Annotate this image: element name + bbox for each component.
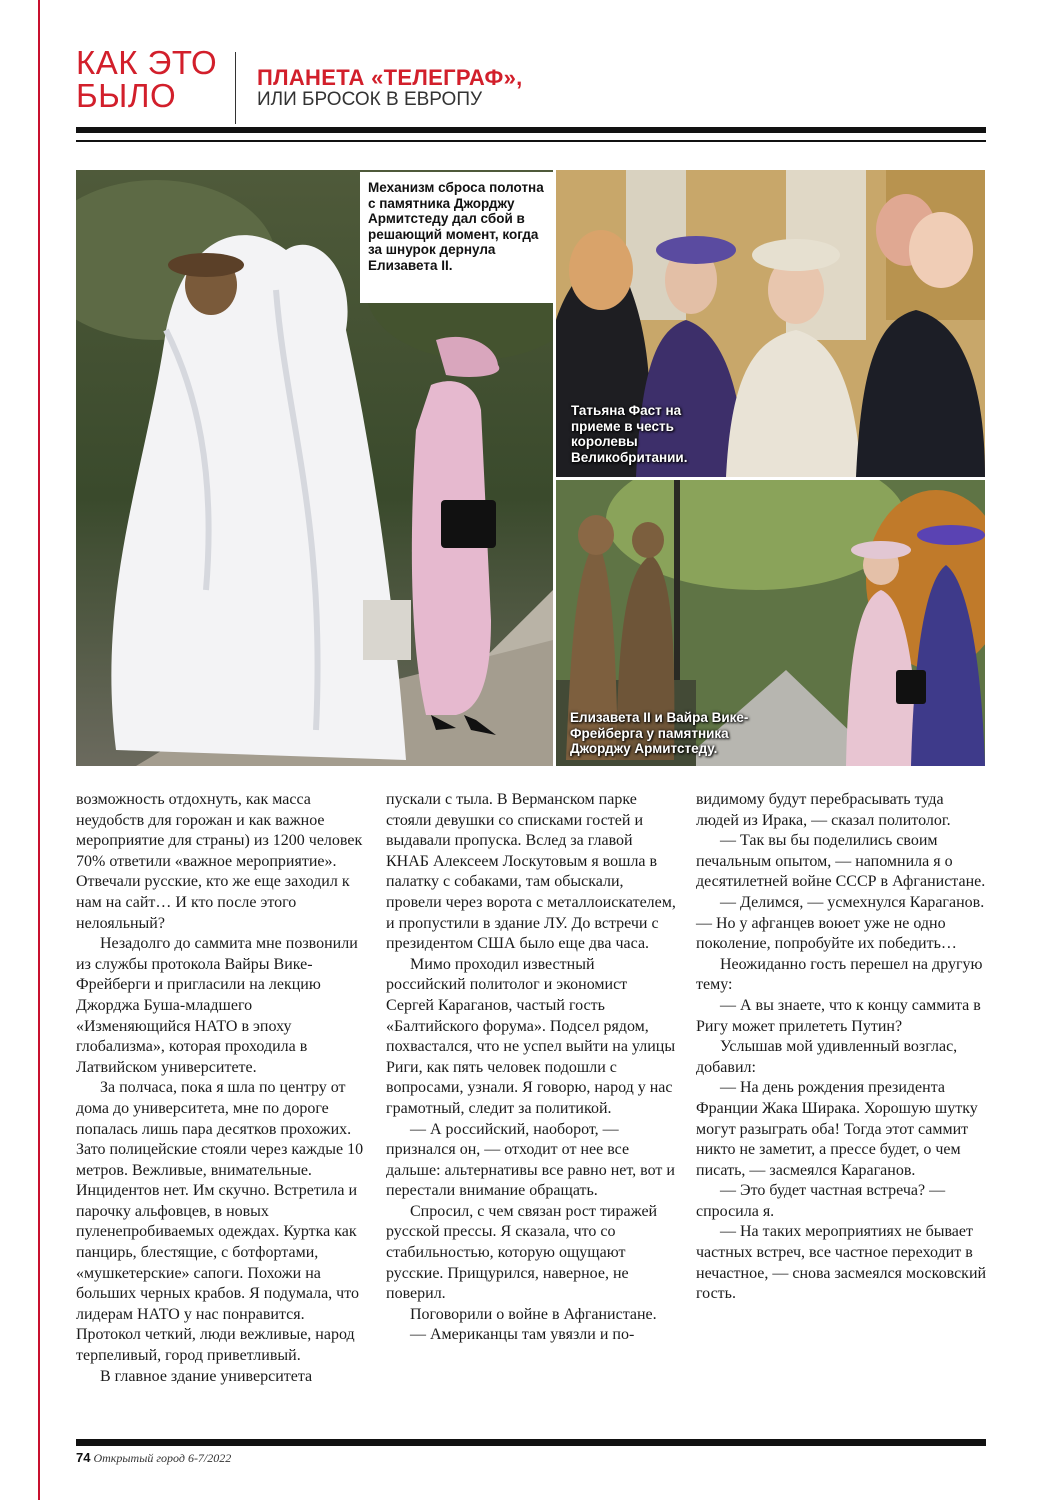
section-label-line1: КАК ЭТО [76,44,218,81]
paragraph: Поговорили о войне в Афганистане. [410,1305,657,1323]
paragraph: возможность отдохнуть, как масса неудобств для горожан и как важное мероприятие для страны) из 1200 человек 70% ответили «важное мероприятие». Отвечали русские, кто же еще заходил к нам на сайт… И кто после этого нелояльный? [76,791,363,932]
margin-accent-rule [38,0,40,1500]
paragraph: Неожиданно гость перешел на другую тему: [696,955,983,994]
magazine-name: Открытый город [93,1451,185,1465]
header-rule-thick [76,127,986,133]
footer-rule [76,1439,986,1446]
article-column-1 [76,790,368,1387]
paragraph: видимому будут перебрасывать туда людей из Ирака, — сказал политолог. [696,791,951,829]
paragraph: Незадолго до саммита мне позвонили из службы протокола Вайры Вике-Фрейберги и пригласили на лекцию Джорджа Буша-младшего «Изменяющийся НАТО в эпоху глобализма», которая проходила в Латвийском университете. [76,935,358,1076]
section-label-line2: БЫЛО [76,77,177,114]
paragraph: пускали с тыла. В Верманском парке стояли девушки со списками гостей и выдавали пропуска. Вслед за главой КНАБ Алексеем Лоскутовым я вошла в палатку с собаками, там обыскали, провели через ворота с металлоискателем, и пропустили в здание ЛУ. До встречи с президентом США было еще два часа. [386,791,676,953]
photo-caption-unveiling: Механизм сброса полотна с памятника Джорджу Армитстеду дал сбой в решающий момент, когда за шнурок дернула Елизавета II. [368,180,544,273]
section-label [76,46,226,112]
page-footer [76,1450,231,1466]
paragraph: За полчаса, пока я шла по центру от дома до университета, мне по дороге попалась лишь пара десятков прохожих. Зато полицейские стояли через каждые 10 метров. Вежливые, внимательные. Инцидентов нет. Им скучно. Встретила и парочку альфовцев, в новых пуленепробиваемых одеждах. Куртка как панцирь, блестящие, с ботфортами, «мушкетерские» сапоги. Похожи на больших черных крабов. Я подумала, что лидерам НАТО у нас понравится. Протокол четкий, люди вежливые, народ терпеливый, город приветливый. [76,1079,364,1365]
headline-line1: ПЛАНЕТА «ТЕЛЕГРАФ», [257,65,523,90]
paragraph: — А вы знаете, что к концу саммита в Ригу может прилететь Путин? [696,996,981,1035]
article-column-2 [386,790,678,1346]
paragraph: — На день рождения президента Франции Жака Ширака. Хорошую шутку могут разыграть оба! Тогда этот саммит никто не заметит, а прессе будет, о чем писать, — засмеялся Караганов. [696,1079,978,1179]
paragraph: Спросил, с чем связан рост тиражей русской прессы. Я сказала, что со стабильностью, которую ощущают русские. Прищурился, наверное, не поверил. [386,1202,658,1303]
issue-number: 6-7/2022 [187,1451,232,1465]
header-rule-thin [76,140,986,142]
headline-line2: ИЛИ БРОСОК В ЕВРОПУ [257,89,483,110]
article-headline [257,66,523,110]
paragraph: — А российский, наоборот, — признался он, — отходит от нее все дальше: альтернативы все равно нет, вот и перестали внимание обращать. [386,1120,675,1200]
paragraph: Услышав мой удивленный возглас, добавил: [696,1038,958,1076]
article-column-3 [696,790,988,1305]
page-number: 74 [76,1450,91,1465]
header-divider [235,52,236,124]
paragraph: — Так вы бы поделились своим печальным опытом, — напомнила я о десятилетней войне СССР в Афганистане. [696,832,986,891]
photo-caption-reception: Татьяна Фаст на приеме в честь королевы Великобритании. [571,403,688,465]
paragraph: — На таких мероприятиях не бывает частных встреч, все частное переходит в нечастное, — снова засмеялся московский гость. [696,1223,987,1303]
photo-caption-monument: Елизавета II и Вайра Вике-Фрейберга у памятника Джорджу Армитстеду. [570,710,749,756]
paragraph: Мимо проходил известный российский политолог и экономист Сергей Караганов, частый гость «Балтийского форума». Подсел рядом, похвастался, что не успел выйти на улицы Риги, как пять человек подошли с вопросами, узнали. Я говорю, народ у нас грамотный, следит за политикой. [386,955,676,1117]
paragraph: В главное здание университета [100,1367,313,1385]
paragraph: — Это будет частная встреча? — спросила я. [696,1182,946,1220]
paragraph: — Американцы там увязли и по- [410,1326,635,1344]
paragraph: — Делимся, — усмехнулся Караганов. — Но у афганцев воюет уже не одно поколение, попробуйте их победить… [696,893,985,953]
